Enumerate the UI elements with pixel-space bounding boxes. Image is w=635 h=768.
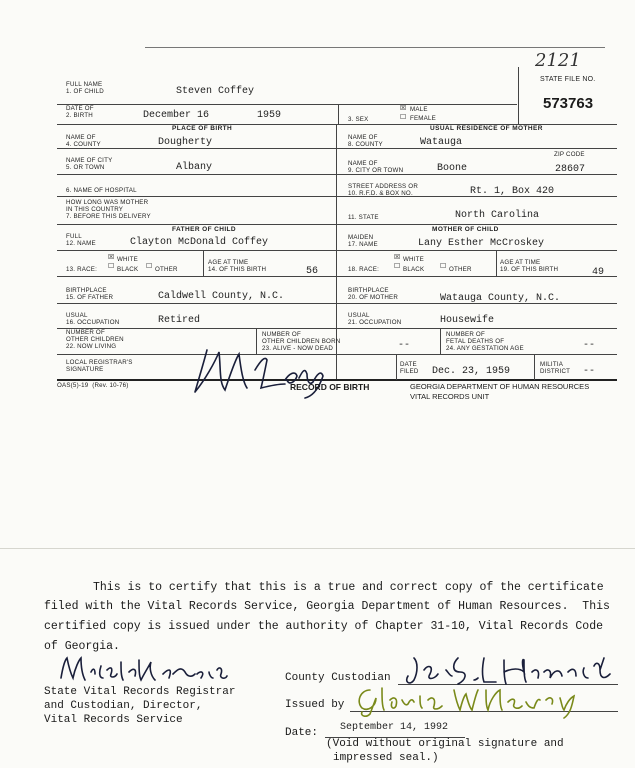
- full-name-label: FULL NAME 1. OF CHILD: [66, 81, 104, 95]
- father-birthplace: Caldwell County, N.C.: [158, 291, 285, 302]
- rule: [57, 148, 617, 149]
- mother-age-label: AGE AT TIME 19. OF THIS BIRTH: [500, 259, 559, 273]
- mother-white-checkbox: ☒: [394, 253, 401, 261]
- cert-line-1: This is to certify that this is a true and correct copy of the certificate: [93, 581, 604, 594]
- col-divider: [396, 354, 397, 380]
- state-label: 11. STATE: [348, 214, 379, 221]
- fetal-deaths: --: [583, 340, 596, 351]
- rule: [57, 276, 617, 277]
- mother-state: North Carolina: [455, 210, 540, 221]
- date-filed: Dec. 23, 1959: [432, 366, 511, 377]
- mother-race-label: 18. RACE:: [348, 266, 380, 273]
- top-border: [145, 47, 605, 48]
- birth-county: Dougherty: [158, 137, 213, 148]
- father-white-label: WHITE: [117, 256, 138, 263]
- cert-line-3: certified copy is issued under the authority of Chapter 31-10, Vital Records Code: [44, 620, 603, 633]
- male-checkbox: ☒: [400, 104, 407, 112]
- maiden-name-label: MAIDEN 17. NAME: [348, 234, 378, 248]
- hospital-label: 6. NAME OF HOSPITAL: [66, 187, 137, 194]
- father-occupation-label: USUAL 16. OCCUPATION: [66, 312, 120, 326]
- father-black-checkbox: ☐: [108, 262, 115, 270]
- rule: [57, 250, 617, 251]
- department-name: GEORGIA DEPARTMENT OF HUMAN RESOURCES: [410, 382, 590, 391]
- father-black-label: BLACK: [117, 266, 139, 273]
- birth-city: Albany: [176, 162, 213, 173]
- mother-black-checkbox: ☐: [394, 262, 401, 270]
- date-filed-label: DATE FILED: [400, 361, 419, 375]
- mother-other-label: OTHER: [449, 266, 472, 273]
- handwritten-file-number: 2121: [535, 50, 581, 71]
- mother-white-label: WHITE: [403, 256, 424, 263]
- rule: [57, 174, 617, 175]
- mother-other-checkbox: ☐: [440, 262, 447, 270]
- date-of-birth-label: DATE OF 2. BIRTH: [66, 105, 94, 119]
- mother-county-label: NAME OF 8. COUNTY: [348, 134, 383, 148]
- how-long-label: HOW LONG WAS MOTHER IN THIS COUNTRY 7. BEFORE THIS DELIVERY: [66, 199, 151, 220]
- form-number: OAS(5)-19 (Rev. 10-76): [57, 382, 129, 389]
- father-header: FATHER OF CHILD: [172, 226, 237, 233]
- birth-year: 1959: [257, 110, 282, 121]
- street-address: Rt. 1, Box 420: [470, 186, 555, 197]
- sex-label: 3. SEX: [348, 116, 369, 123]
- registrar-title-1: State Vital Records Registrar: [44, 686, 236, 698]
- children-dead: --: [398, 340, 411, 351]
- state-file-label: STATE FILE NO.: [540, 76, 596, 83]
- street-label: STREET ADDRESS OR 10. R.F.D. & BOX NO.: [348, 183, 418, 197]
- mother-black-label: BLACK: [403, 266, 425, 273]
- children-living-label: NUMBER OF OTHER CHILDREN 22. NOW LIVING: [66, 329, 124, 350]
- mother-city-label: NAME OF 9. CITY OR TOWN: [348, 160, 404, 174]
- male-label: MALE: [410, 106, 428, 113]
- rule: [57, 104, 517, 105]
- female-checkbox: ☐: [400, 113, 407, 121]
- registrar-signature-label: LOCAL REGISTRAR'S SIGNATURE: [66, 359, 133, 373]
- issue-date: September 14, 1992: [340, 722, 449, 733]
- rule: [57, 224, 617, 225]
- place-of-birth-header: PLACE OF BIRTH: [172, 125, 233, 132]
- mother-city: Boone: [437, 163, 468, 174]
- zip-code: 28607: [555, 164, 586, 175]
- void-note-2: impressed seal.): [333, 752, 439, 764]
- col-divider: [203, 250, 204, 276]
- mother-age: 49: [592, 267, 605, 278]
- cert-line-2: filed with the Vital Records Service, Georgia Department of Human Resources. This: [44, 600, 610, 613]
- col-divider: [338, 104, 339, 124]
- father-white-checkbox: ☒: [108, 253, 115, 261]
- registrar-title-3: Vital Records Service: [44, 714, 183, 726]
- date-label: Date:: [285, 727, 319, 739]
- zip-label: ZIP CODE: [554, 151, 585, 158]
- state-registrar-signature: [55, 652, 245, 688]
- father-occupation: Retired: [158, 315, 201, 326]
- city-label: NAME OF CITY 5. OR TOWN: [66, 157, 113, 171]
- rule: [57, 328, 617, 329]
- militia-label: MILITIA DISTRICT: [540, 361, 571, 375]
- mother-occupation-label: USUAL 21. OCCUPATION: [348, 312, 402, 326]
- father-other-label: OTHER: [155, 266, 178, 273]
- issued-by-label: Issued by: [285, 699, 345, 711]
- col-divider: [534, 354, 535, 380]
- state-file-number: 573763: [543, 95, 594, 112]
- mother-birthplace: Watauga County, N.C.: [440, 293, 561, 304]
- issued-by-signature: [350, 680, 590, 720]
- col-divider: [496, 250, 497, 276]
- child-name: Steven Coffey: [176, 86, 255, 97]
- void-note-1: (Void without original signature and: [326, 738, 564, 750]
- militia-district: --: [583, 366, 596, 377]
- county-label: NAME OF 4. COUNTY: [66, 134, 101, 148]
- father-birthplace-label: BIRTHPLACE 15. OF FATHER: [66, 287, 114, 301]
- father-name-label: FULL 12. NAME: [66, 233, 96, 247]
- col-divider: [440, 328, 441, 354]
- date-of-birth: December 16: [143, 110, 210, 121]
- fetal-deaths-label: NUMBER OF FETAL DEATHS OF 24. ANY GESTATION AGE: [446, 331, 524, 352]
- mother-header: MOTHER OF CHILD: [432, 226, 499, 233]
- vital-records-unit: VITAL RECORDS UNIT: [410, 392, 490, 401]
- cert-line-4: of Georgia.: [44, 640, 120, 653]
- fold-line: [0, 548, 635, 549]
- county-custodian-label: County Custodian: [285, 672, 391, 684]
- usual-residence-header: USUAL RESIDENCE OF MOTHER: [430, 125, 543, 132]
- father-race-label: 13. RACE:: [66, 266, 98, 273]
- mother-maiden-name: Lany Esther McCroskey: [418, 238, 545, 249]
- father-name: Clayton McDonald Coffey: [130, 237, 269, 248]
- children-dead-label: NUMBER OF OTHER CHILDREN BORN 23. ALIVE - NOW DEAD: [262, 331, 341, 352]
- mother-occupation: Housewife: [440, 315, 495, 326]
- father-other-checkbox: ☐: [146, 262, 153, 270]
- mother-county: Watauga: [420, 137, 463, 148]
- father-age-label: AGE AT TIME 14. OF THIS BIRTH: [208, 259, 267, 273]
- registrar-title-2: and Custodian, Director,: [44, 700, 203, 712]
- col-divider: [518, 67, 519, 124]
- father-age: 56: [306, 266, 319, 277]
- female-label: FEMALE: [410, 115, 436, 122]
- mother-birthplace-label: BIRTHPLACE 20. OF MOTHER: [348, 287, 399, 301]
- record-of-birth: RECORD OF BIRTH: [290, 382, 370, 392]
